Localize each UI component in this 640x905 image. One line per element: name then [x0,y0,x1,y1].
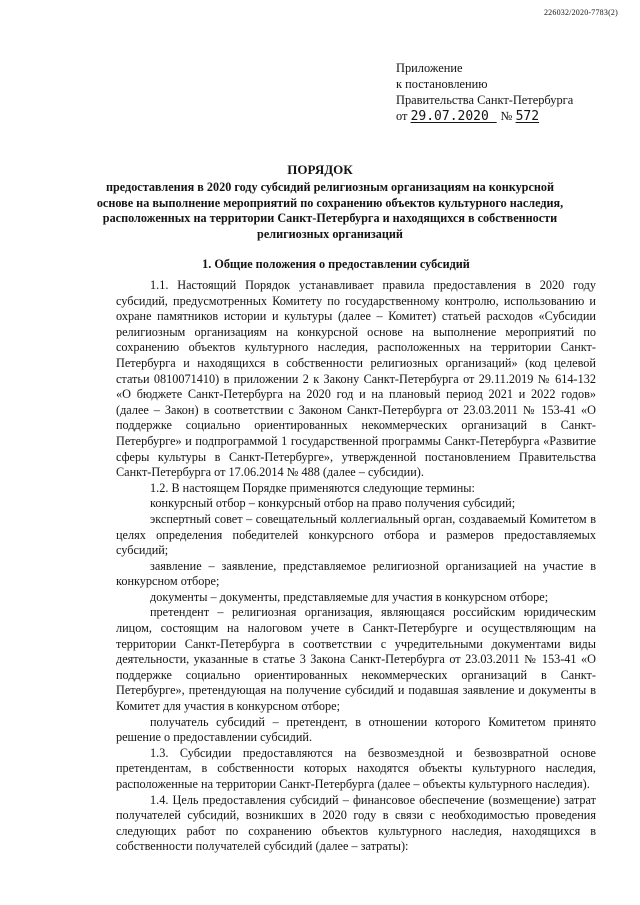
term-applicant: претендент – религиозная организация, являющаяся российским юридическим лицом, состоящим на налоговом учете в Санкт-Петербурге и осуществляющим на территории Санкт-Петербурга в соответствии с учредительными документами виды деятельности, указанные в статье 3 Закона Санкт-Петербурга от 23.03.2011 № 153-41 «О поддержке социально ориентированных некоммерческих организаций в Санкт-Петербурге», претендующая на получение субсидий и подавшая заявление и документы в Комитет для участия в конкурсном отборе; [116,605,596,714]
appendix-line-3: Правительства Санкт-Петербурга [396,93,574,107]
resolution-number: 572 [515,109,540,124]
term-recipient: получатель субсидий – претендент, в отношении которого Комитетом принято решение о предоставлении субсидий. [116,714,596,745]
document-code: 226032/2020-7783(2) [543,8,618,17]
term-documents: документы – документы, представляемые для участия в конкурсном отборе; [150,589,549,604]
appendix-date-line [396,108,573,125]
resolution-date: 29.07.2020 [410,109,497,124]
paragraph-1-3: 1.3. Субсидии предоставляются на безвозмездной и безвозвратной основе претендентам, в собственности которых находятся объекты культурного наследия, расположенные на территории Санкт-Петербурга (далее – объекты культурного наследия). [116,745,596,791]
paragraph-1-1: 1.1. Настоящий Порядок устанавливает правила предоставления в 2020 году субсидий, предусмотренных Комитету по государственному контролю, использованию и охране памятников истории и культуры (далее – Комитет) статьей расходов «Субсидии религиозным организациям на конкурсной основе на выполнение мероприятий по сохранению объектов культурного наследия, расположенных на территории Санкт-Петербурга и находящихся в собственности религиозных организаций» (код целевой статьи 0810071410) в приложении 2 к Закону Санкт-Петербурга от 29.11.2019 № 614-132 «О бюджете Санкт-Петербурга на 2020 год и на плановый период 2021 и 2022 годов» (далее – Закон) в соответствии с Законом Санкт-Петербурга от 23.03.2011 № 153-41 «О поддержке социально ориентированных некоммерческих организаций в Санкт-Петербурге» и подпрограммой 1 государственной программы Санкт-Петербурга «Развитие сферы культуры в Санкт-Петербурге», утвержденной постановлением Правительства Санкт-Петербурга от 17.06.2014 № 488 (далее – субсидии). [116,278,596,480]
paragraph-1-2: 1.2. В настоящем Порядке применяются следующие термины: [150,480,475,495]
document-body [116,278,596,855]
term-application: заявление – заявление, представляемое религиозной организацией на участие в конкурсном отборе; [116,558,596,589]
document-title: ПОРЯДОК [287,162,353,177]
paragraph-1-4: 1.4. Цель предоставления субсидий – финансовое обеспечение (возмещение) затрат получателей субсидий, возникших в 2020 году в связи с необходимостью проведения следующих работ по сохранению объектов культурного наследия, находящихся в собственности получателей субсидий (далее – затраты): [116,792,596,854]
from-label: от [396,109,408,123]
term-competitive-selection: конкурсный отбор – конкурсный отбор на право получения субсидий; [150,496,516,511]
appendix-block [396,60,573,125]
section-heading: 1. Общие положения о предоставлении субсидий [202,257,470,271]
appendix-line-1: Приложение [396,61,463,75]
document-subtitle: предоставления в 2020 году субсидий религиозным организациям на конкурсной основе на выполнение мероприятий по сохранению объектов культурного наследия, расположенных на территории Санкт-Петербурга и находящихся в собственности религиозных организаций [96,180,564,241]
number-label: № [500,109,513,123]
term-expert-council: экспертный совет – совещательный коллегиальный орган, создаваемый Комитетом в целях определения победителей конкурсного отбора и размеров предоставляемых субсидий; [116,511,596,558]
appendix-line-2: к постановлению [396,77,488,91]
